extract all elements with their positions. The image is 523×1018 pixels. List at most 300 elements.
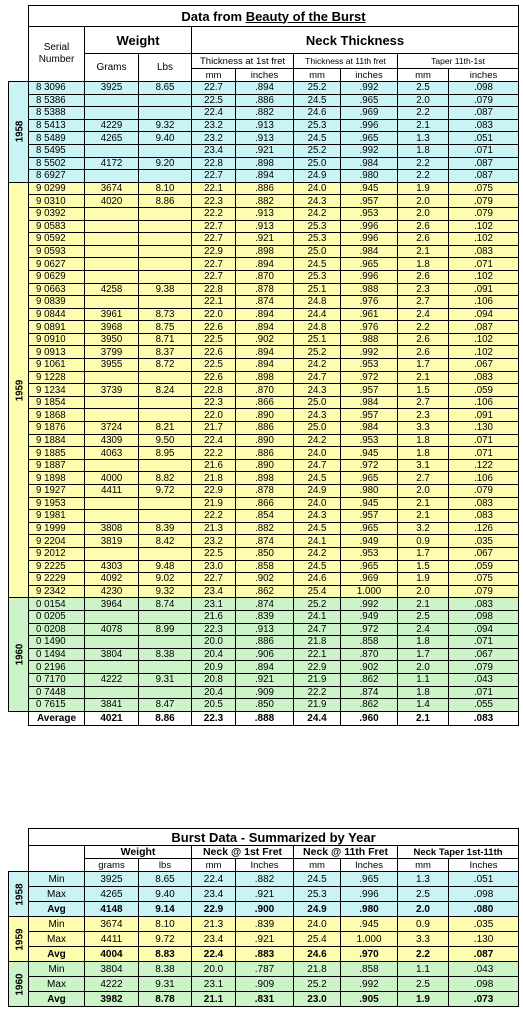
serial-number-cell: 0 1490 [29,636,85,649]
summary-year-text: 1960 [14,972,26,996]
table-row [9,195,519,208]
fret11-inches-cell: .965 [341,560,398,573]
fret11-inches-cell: .957 [341,510,398,523]
summary-unit-mm: mm [192,859,236,872]
taper-mm-cell: 1.8 [398,636,449,649]
taper-mm-stat: 2.5 [398,977,449,992]
taper-inches-cell: .091 [449,409,519,422]
fret1-inches-cell: .886 [236,182,294,195]
weight-lbs-cell [139,661,192,674]
summary-neck1-header: Neck @ 1st Fret [192,846,294,859]
fret1-inches-cell: .886 [236,636,294,649]
fret11-mm-stat: 21.8 [294,962,341,977]
weight-grams-cell: 4000 [85,472,139,485]
unit-mm: mm [192,69,236,82]
serial-number-cell: 8 5388 [29,107,85,120]
taper-mm-cell: 1.8 [398,434,449,447]
title-source: Beauty of the Burst [245,8,366,24]
serial-number-cell: 9 1953 [29,497,85,510]
fret11-mm-cell: 25.1 [294,333,341,346]
weight-grams-stat: 4411 [85,932,139,947]
fret1-mm-cell: 22.3 [192,396,236,409]
taper-inches-average: .083 [449,711,519,725]
taper-inches-cell: .102 [449,346,519,359]
fret11-header: Thickness at 11th fret [294,54,398,69]
taper-mm-stat: 1.3 [398,872,449,887]
fret1-mm-cell: 21.3 [192,522,236,535]
year-label [9,82,29,183]
fret1-mm-cell: 22.5 [192,94,236,107]
summary-row [9,902,519,917]
fret11-inches-cell: .976 [341,321,398,334]
table-row [9,258,519,271]
weight-grams-cell: 3968 [85,321,139,334]
fret11-mm-cell: 24.0 [294,447,341,460]
taper-inches-cell: .083 [449,245,519,258]
fret1-mm-cell: 22.7 [192,258,236,271]
serial-number-cell: 9 1854 [29,396,85,409]
weight-lbs-cell: 8.47 [139,699,192,712]
taper-inches-cell: .087 [449,321,519,334]
table-row [9,636,519,649]
fret1-inches-stat: .882 [236,872,294,887]
weight-grams-cell: 3925 [85,82,139,95]
taper-mm-cell: 0.9 [398,535,449,548]
summary-row [9,872,519,887]
summary-unit-inches: Inches [341,859,398,872]
fret11-inches-average: .960 [341,711,398,725]
weight-lbs-cell: 8.95 [139,447,192,460]
taper-mm-cell: 1.4 [398,699,449,712]
taper-mm-cell: 2.7 [398,472,449,485]
serial-number-cell: 9 0299 [29,182,85,195]
serial-header-line2: Number [38,54,75,65]
weight-lbs-stat: 8.10 [139,917,192,932]
weight-grams-cell: 4172 [85,157,139,170]
fret11-inches-cell: .996 [341,270,398,283]
serial-number-cell: 9 0891 [29,321,85,334]
table-row [9,144,519,157]
fret1-mm-cell: 23.4 [192,144,236,157]
fret1-mm-cell: 22.1 [192,296,236,309]
taper-inches-cell: .079 [449,195,519,208]
fret11-mm-cell: 24.1 [294,535,341,548]
fret1-inches-average: .888 [236,711,294,725]
weight-grams-cell: 4258 [85,283,139,296]
taper-inches-cell: .091 [449,283,519,296]
summary-taper-header: Neck Taper 1st-11th [398,846,519,859]
serial-number-cell: 9 1887 [29,459,85,472]
weight-lbs-cell [139,270,192,283]
weight-lbs-cell: 9.72 [139,485,192,498]
weight-grams-cell [85,497,139,510]
fret1-mm-cell: 22.0 [192,409,236,422]
fret11-inches-cell: .945 [341,182,398,195]
fret1-mm-cell: 23.0 [192,560,236,573]
stat-label: Min [29,962,85,977]
weight-lbs-cell: 8.24 [139,384,192,397]
unit-mm: mm [294,69,341,82]
fret11-inches-cell: .961 [341,308,398,321]
fret11-inches-cell: .976 [341,296,398,309]
weight-grams-cell: 4063 [85,447,139,460]
weight-grams-stat: 3982 [85,992,139,1007]
weight-lbs-cell [139,547,192,560]
fret1-mm-cell: 22.3 [192,623,236,636]
taper-mm-cell: 1.9 [398,573,449,586]
fret1-inches-cell: .913 [236,132,294,145]
serial-number-cell: 8 5495 [29,144,85,157]
table-row [9,547,519,560]
serial-number-cell: 9 1876 [29,422,85,435]
fret11-mm-stat: 24.0 [294,917,341,932]
weight-grams-cell: 4229 [85,119,139,132]
weight-grams-cell [85,371,139,384]
serial-number-cell: 8 6927 [29,170,85,183]
fret11-mm-cell: 21.9 [294,673,341,686]
weight-grams-stat: 4004 [85,947,139,962]
serial-number-cell: 9 0663 [29,283,85,296]
table-row [9,686,519,699]
fret11-mm-stat: 23.0 [294,992,341,1007]
taper-mm-cell: 3.1 [398,459,449,472]
table-row [9,673,519,686]
weight-grams-average: 4021 [85,711,139,725]
fret1-mm-stat: 22.9 [192,902,236,917]
fret11-mm-cell: 24.7 [294,623,341,636]
weight-grams-cell: 3961 [85,308,139,321]
serial-number-cell: 8 5489 [29,132,85,145]
serial-number-cell: 9 1885 [29,447,85,460]
taper-mm-cell: 2.0 [398,485,449,498]
taper-mm-cell: 2.6 [398,233,449,246]
taper-inches-cell: .079 [449,661,519,674]
weight-lbs-cell: 9.38 [139,283,192,296]
taper-inches-cell: .067 [449,359,519,372]
taper-mm-cell: 1.1 [398,673,449,686]
taper-inches-stat: .087 [449,947,519,962]
taper-mm-cell: 1.9 [398,182,449,195]
fret11-mm-cell: 24.5 [294,258,341,271]
unit-inches: inches [449,69,519,82]
serial-number-cell: 9 1061 [29,359,85,372]
fret11-inches-cell: .992 [341,82,398,95]
fret1-mm-cell: 21.9 [192,497,236,510]
taper-inches-cell: .079 [449,485,519,498]
summary-unit-grams: grams [85,859,139,872]
taper-mm-cell: 2.1 [398,245,449,258]
fret11-mm-stat: 24.9 [294,902,341,917]
weight-lbs-cell [139,610,192,623]
fret11-inches-cell: .957 [341,195,398,208]
unit-mm: mm [398,69,449,82]
fret11-mm-stat: 24.5 [294,872,341,887]
fret1-inches-cell: .874 [236,296,294,309]
serial-number-cell: 0 7170 [29,673,85,686]
fret1-inches-cell: .858 [236,560,294,573]
fret1-mm-cell: 22.1 [192,182,236,195]
summary-unit-mm: mm [398,859,449,872]
fret1-mm-stat: 20.0 [192,962,236,977]
weight-lbs-cell: 8.71 [139,333,192,346]
fret11-mm-cell: 25.0 [294,157,341,170]
summary-unit-inches: Inches [449,859,519,872]
weight-lbs-cell [139,296,192,309]
fret1-inches-cell: .902 [236,333,294,346]
fret1-inches-cell: .890 [236,434,294,447]
taper-mm-stat: 2.0 [398,902,449,917]
fret1-inches-cell: .913 [236,220,294,233]
table-row [9,82,519,95]
fret11-mm-cell: 24.6 [294,573,341,586]
serial-number-cell: 9 0913 [29,346,85,359]
weight-grams-cell [85,94,139,107]
weight-lbs-cell: 9.31 [139,673,192,686]
fret11-inches-cell: .870 [341,648,398,661]
table-row [9,359,519,372]
fret11-inches-cell: .858 [341,636,398,649]
weight-lbs-cell: 8.99 [139,623,192,636]
fret11-mm-stat: 25.2 [294,977,341,992]
summary-year-text: 1959 [14,927,26,951]
weight-grams-cell: 3955 [85,359,139,372]
taper-inches-cell: .067 [449,547,519,560]
fret11-mm-cell: 25.2 [294,598,341,611]
table-row [9,170,519,183]
weight-grams-cell [85,686,139,699]
fret1-inches-cell: .874 [236,598,294,611]
taper-mm-cell: 1.8 [398,258,449,271]
taper-inches-cell: .079 [449,585,519,598]
fret1-inches-cell: .898 [236,472,294,485]
summary-title: Burst Data - Summarized by Year [29,829,519,846]
weight-grams-stat: 3674 [85,917,139,932]
fret1-mm-cell: 22.9 [192,245,236,258]
taper-mm-stat: 2.5 [398,887,449,902]
taper-mm-stat: 1.1 [398,962,449,977]
fret11-inches-cell: .862 [341,673,398,686]
stat-label: Max [29,977,85,992]
weight-grams-cell [85,636,139,649]
taper-mm-cell: 2.0 [398,207,449,220]
stat-label: Max [29,887,85,902]
taper-inches-cell: .071 [449,686,519,699]
taper-mm-cell: 2.1 [398,510,449,523]
fret11-mm-cell: 25.3 [294,233,341,246]
weight-lbs-cell: 9.20 [139,157,192,170]
fret1-inches-cell: .906 [236,648,294,661]
fret11-inches-cell: .972 [341,623,398,636]
weight-grams-cell [85,459,139,472]
weight-lbs-cell [139,233,192,246]
taper-inches-cell: .098 [449,82,519,95]
fret11-inches-cell: .992 [341,144,398,157]
weight-grams-cell [85,547,139,560]
taper-mm-stat: 2.2 [398,947,449,962]
fret1-mm-stat: 23.1 [192,977,236,992]
table-row [9,560,519,573]
table-row [9,308,519,321]
fret1-mm-cell: 22.6 [192,321,236,334]
fret1-inches-cell: .894 [236,359,294,372]
fret11-mm-cell: 25.4 [294,585,341,598]
weight-lbs-stat: 8.83 [139,947,192,962]
fret1-mm-cell: 22.7 [192,82,236,95]
table-row [9,661,519,674]
taper-inches-cell: .102 [449,233,519,246]
taper-inches-cell: .083 [449,497,519,510]
fret1-inches-cell: .882 [236,195,294,208]
serial-number-cell: 9 0593 [29,245,85,258]
fret1-mm-stat: 23.4 [192,932,236,947]
fret11-inches-cell: .953 [341,207,398,220]
taper-inches-cell: .122 [449,459,519,472]
fret1-inches-stat: .900 [236,902,294,917]
fret11-inches-cell: .965 [341,472,398,485]
fret11-inches-stat: 1.000 [341,932,398,947]
fret1-inches-cell: .866 [236,396,294,409]
fret11-mm-cell: 22.2 [294,686,341,699]
fret1-mm-cell: 22.7 [192,270,236,283]
taper-inches-cell: .106 [449,472,519,485]
fret11-mm-cell: 22.1 [294,648,341,661]
taper-inches-cell: .083 [449,598,519,611]
fret1-mm-stat: 22.4 [192,872,236,887]
fret11-inches-cell: .902 [341,661,398,674]
fret11-mm-cell: 24.3 [294,195,341,208]
weight-lbs-cell: 9.40 [139,132,192,145]
summary-row [9,947,519,962]
weight-lbs-cell: 8.37 [139,346,192,359]
table-row [9,220,519,233]
summary-neck11-header: Neck @ 11th Fret [294,846,398,859]
summary-weight-header: Weight [85,846,192,859]
fret11-mm-cell: 24.9 [294,485,341,498]
fret1-inches-cell: .921 [236,673,294,686]
fret11-inches-cell: .945 [341,447,398,460]
fret11-inches-cell: .945 [341,497,398,510]
fret11-inches-cell: .984 [341,245,398,258]
taper-mm-cell: 2.7 [398,296,449,309]
fret1-mm-cell: 22.4 [192,107,236,120]
taper-mm-cell: 2.6 [398,220,449,233]
serial-number-cell: 9 2229 [29,573,85,586]
fret1-mm-cell: 22.8 [192,157,236,170]
table-row [9,623,519,636]
table-row [9,132,519,145]
weight-lbs-cell [139,220,192,233]
fret11-mm-cell: 24.6 [294,107,341,120]
stat-label: Min [29,872,85,887]
fret11-inches-cell: .969 [341,107,398,120]
taper-mm-cell: 2.1 [398,119,449,132]
taper-mm-cell: 2.4 [398,623,449,636]
fret1-mm-cell: 23.1 [192,598,236,611]
fret11-inches-cell: .965 [341,132,398,145]
taper-inches-cell: .083 [449,371,519,384]
fret1-inches-cell: .862 [236,585,294,598]
fret11-inches-cell: .996 [341,233,398,246]
fret11-inches-cell: .969 [341,573,398,586]
serial-number-cell: 0 1494 [29,648,85,661]
fret1-mm-cell: 22.8 [192,384,236,397]
weight-grams-cell [85,510,139,523]
summary-row [9,992,519,1007]
weight-lbs-cell [139,636,192,649]
taper-mm-cell: 2.2 [398,170,449,183]
table-row [9,157,519,170]
weight-grams-cell [85,270,139,283]
fret1-mm-cell: 22.7 [192,220,236,233]
weight-grams-cell [85,220,139,233]
taper-inches-stat: .073 [449,992,519,1007]
fret1-inches-cell: .878 [236,485,294,498]
fret11-inches-stat: .905 [341,992,398,1007]
fret11-inches-cell: .984 [341,422,398,435]
summary-year-label [9,872,29,917]
summary-row [9,962,519,977]
fret11-inches-stat: .996 [341,887,398,902]
summary-row [9,887,519,902]
serial-number-cell: 8 5386 [29,94,85,107]
table-row [9,573,519,586]
year-text: 1960 [14,643,26,666]
taper-mm-cell: 2.6 [398,270,449,283]
weight-lbs-stat: 9.14 [139,902,192,917]
taper-mm-cell: 1.5 [398,384,449,397]
taper-inches-cell: .102 [449,333,519,346]
fret11-mm-cell: 24.3 [294,409,341,422]
fret11-mm-average: 24.4 [294,711,341,725]
fret11-inches-cell: .953 [341,434,398,447]
table-row [9,283,519,296]
table-row [9,510,519,523]
serial-number-cell: 0 2196 [29,661,85,674]
table-row [9,245,519,258]
stat-label: Avg [29,902,85,917]
table-row [9,321,519,334]
weight-lbs-cell: 8.38 [139,648,192,661]
weight-lbs-cell [139,510,192,523]
fret11-mm-cell: 24.2 [294,359,341,372]
fret11-mm-cell: 25.0 [294,396,341,409]
fret11-mm-cell: 24.1 [294,610,341,623]
taper-header: Taper 11th-1st [398,54,519,69]
fret1-inches-cell: .866 [236,497,294,510]
summary-row [9,917,519,932]
fret1-inches-cell: .854 [236,510,294,523]
serial-number-cell: 9 0629 [29,270,85,283]
weight-lbs-cell: 9.02 [139,573,192,586]
taper-inches-cell: .094 [449,308,519,321]
taper-inches-cell: .075 [449,573,519,586]
weight-grams-cell [85,207,139,220]
fret11-inches-stat: .992 [341,977,398,992]
taper-mm-cell: 2.6 [398,333,449,346]
taper-inches-stat: .043 [449,962,519,977]
taper-mm-cell: 3.2 [398,522,449,535]
taper-inches-cell: .075 [449,182,519,195]
fret1-inches-cell: .894 [236,258,294,271]
fret11-mm-cell: 25.1 [294,283,341,296]
weight-grams-cell [85,233,139,246]
taper-mm-cell: 2.2 [398,157,449,170]
serial-number-cell: 0 0154 [29,598,85,611]
table-row [9,207,519,220]
table-row [9,585,519,598]
table-row [9,699,519,712]
table-row [9,598,519,611]
